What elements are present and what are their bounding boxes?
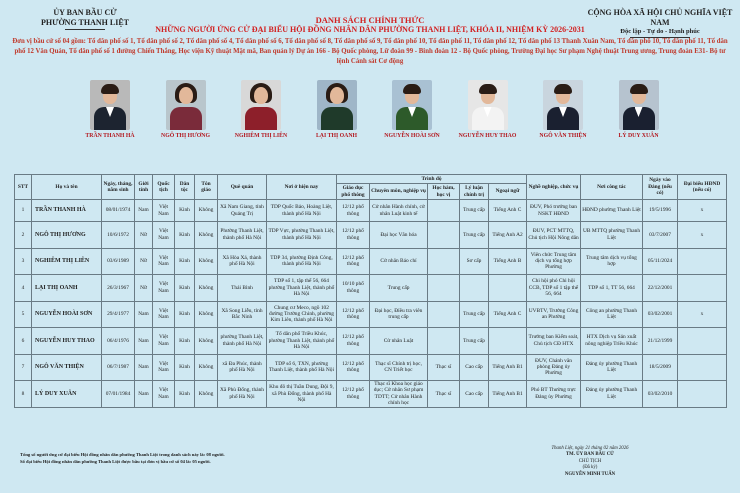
cell-language: Tiếng Anh C bbox=[489, 301, 527, 328]
cell-workplace: HTX Dịch vụ Sản xuất nông nghiệp Triều Khúc bbox=[581, 328, 643, 355]
cell-hometown: Xã Song Liễu, tỉnh Bắc Ninh bbox=[218, 301, 267, 328]
cell-religion: Không bbox=[195, 248, 218, 275]
candidate-card bbox=[231, 80, 291, 140]
candidate-photo-name: NGÔ THỊ HƯƠNG bbox=[161, 133, 210, 139]
cell-name: NGÔ THỊ HƯƠNG bbox=[32, 222, 102, 249]
footer-notes bbox=[20, 451, 225, 465]
cell-name: LẠI THỊ OANH bbox=[32, 275, 102, 302]
col-nationality: Quốc tịch bbox=[153, 175, 175, 200]
cell-religion: Không bbox=[195, 354, 218, 381]
cell-language bbox=[489, 275, 527, 302]
cell-hdnd bbox=[678, 381, 727, 408]
cell-degree bbox=[428, 275, 460, 302]
cell-ethnicity: Kinh bbox=[175, 381, 195, 408]
document-title: DANH SÁCH CHÍNH THỨC bbox=[315, 15, 425, 25]
cell-name: NGÔ VĂN THIỆN bbox=[32, 354, 102, 381]
cell-specialty: Cử nhân Hành chính, cử nhân Luật kinh tế bbox=[370, 200, 428, 222]
cell-degree bbox=[428, 301, 460, 328]
photo-hair bbox=[101, 84, 119, 94]
cell-stt: 4 bbox=[15, 275, 32, 302]
col-general-edu: Giáo dục phổ thông bbox=[337, 184, 370, 200]
cell-stt: 7 bbox=[15, 354, 32, 381]
col-specialty: Chuyên môn, nghiệp vụ bbox=[370, 184, 428, 200]
cell-dob: 07/01/1984 bbox=[102, 381, 135, 408]
candidate-photo bbox=[392, 80, 432, 130]
cell-ethnicity: Kinh bbox=[175, 301, 195, 328]
cell-hdnd bbox=[678, 328, 727, 355]
cell-specialty: Đại học Văn hóa bbox=[370, 222, 428, 249]
cell-occupation: UVBTV, Trưởng Công an Phường bbox=[527, 301, 581, 328]
cell-general-edu: 12/12 phổ thông bbox=[337, 381, 370, 408]
col-gender: Giới tính bbox=[135, 175, 153, 200]
table-row bbox=[15, 354, 727, 381]
cell-residence: Khu đô thị Tuần Dung, Đội 9, xã Phù Đổng, thành phố Hà Nội bbox=[267, 381, 337, 408]
cell-stt: 1 bbox=[15, 200, 32, 222]
cell-degree: Thạc sĩ bbox=[428, 381, 460, 408]
candidate-card bbox=[533, 80, 593, 140]
cell-gender: Nam bbox=[135, 328, 153, 355]
cell-workplace: HĐND phường Thanh Liệt bbox=[581, 200, 643, 222]
cell-party-date: 19/5/1996 bbox=[643, 200, 678, 222]
cell-gender: Nữ bbox=[135, 248, 153, 275]
candidate-card bbox=[458, 80, 518, 140]
cell-ethnicity: Kinh bbox=[175, 222, 195, 249]
footer-note-elected: Số đại biểu Hội đồng nhân dân phường Thanh Liệt được bầu tại đơn vị bầu cử số 04 là: 05 người. bbox=[20, 459, 211, 464]
candidate-photo-name: LẠI THỊ OANH bbox=[315, 133, 358, 139]
col-party-date: Ngày vào Đảng (nếu có) bbox=[643, 175, 678, 200]
cell-nationality: Việt Nam bbox=[153, 248, 175, 275]
cell-workplace: Công an phường Thanh Liệt bbox=[581, 301, 643, 328]
cell-hometown: Thái Bình bbox=[218, 275, 267, 302]
candidate-photo bbox=[468, 80, 508, 130]
cell-specialty: Cử nhân Luật bbox=[370, 328, 428, 355]
cell-ethnicity: Kinh bbox=[175, 248, 195, 275]
cell-hdnd bbox=[678, 275, 727, 302]
col-hdnd: Đại biểu HĐND (nếu có) bbox=[678, 175, 727, 200]
cell-dob: 10/6/1972 bbox=[102, 222, 135, 249]
candidate-card bbox=[382, 80, 442, 140]
candidate-photo bbox=[317, 80, 357, 130]
cell-degree bbox=[428, 222, 460, 249]
cell-political: Cao cấp bbox=[460, 354, 489, 381]
footer-note-total: Tổng số người ứng cử đại biểu Hội đồng nhân dân phường Thanh Liệt trong danh sách này là: 08 người. bbox=[20, 452, 225, 457]
cell-nationality: Việt Nam bbox=[153, 354, 175, 381]
candidate-photo bbox=[543, 80, 583, 130]
cell-occupation: Chi hội phó Chi hội CCB, TDP số 1 tập thể 56, 664 bbox=[527, 275, 581, 302]
cell-workplace: UB MTTQ phường Thanh Liệt bbox=[581, 222, 643, 249]
col-residence: Nơi ở hiện nay bbox=[267, 175, 337, 200]
cell-nationality: Việt Nam bbox=[153, 328, 175, 355]
candidate-photo-name: NGHIÊM THỊ LIÊN bbox=[234, 133, 288, 139]
cell-residence: TDP số 6, TXN, phường Thanh Liệt, thành phố Hà Nội bbox=[267, 354, 337, 381]
cell-political: Sơ cấp bbox=[460, 248, 489, 275]
photo-body bbox=[170, 107, 202, 130]
cell-name: NGHIÊM THỊ LIÊN bbox=[32, 248, 102, 275]
cell-general-edu: 12/12 phổ thông bbox=[337, 200, 370, 222]
cell-name: TRẦN THANH HÀ bbox=[32, 200, 102, 222]
cell-dob: 29/4/1977 bbox=[102, 301, 135, 328]
cell-workplace: Đảng ủy phường Thanh Liệt bbox=[581, 354, 643, 381]
cell-workplace: Trung tâm dịch vụ tổng hợp bbox=[581, 248, 643, 275]
cell-political: Trung cấp bbox=[460, 200, 489, 222]
document-subtitle: NHỮNG NGƯỜI ỨNG CỬ ĐẠI BIỂU HỘI ĐỒNG NHÂN DÂN PHƯỜNG THANH LIỆT, KHÓA II, NHIỆM KỲ 2026-2031 bbox=[155, 25, 585, 34]
cell-gender: Nam bbox=[135, 200, 153, 222]
candidate-photo-name: LÝ DUY XUÂN bbox=[618, 133, 659, 139]
photo-head bbox=[179, 87, 193, 104]
cell-residence: TDP 34, phường Định Công, thành phố Hà Nội bbox=[267, 248, 337, 275]
cell-gender: Nam bbox=[135, 381, 153, 408]
col-ethnicity: Dân tộc bbox=[175, 175, 195, 200]
cell-ethnicity: Kinh bbox=[175, 328, 195, 355]
cell-hdnd: x bbox=[678, 301, 727, 328]
cell-hdnd bbox=[678, 354, 727, 381]
candidate-photo bbox=[166, 80, 206, 130]
candidate-card bbox=[80, 80, 140, 140]
candidate-card bbox=[307, 80, 367, 140]
cell-degree bbox=[428, 328, 460, 355]
cell-religion: Không bbox=[195, 328, 218, 355]
cell-hometown: xã Đa Phúc, thành phố Hà Nội bbox=[218, 354, 267, 381]
cell-stt: 5 bbox=[15, 301, 32, 328]
col-political: Lý luận chính trị bbox=[460, 184, 489, 200]
cell-religion: Không bbox=[195, 275, 218, 302]
cell-gender: Nam bbox=[135, 354, 153, 381]
cell-degree bbox=[428, 200, 460, 222]
cell-political bbox=[460, 275, 489, 302]
cell-party-date: 22/12/2001 bbox=[643, 275, 678, 302]
cell-stt: 2 bbox=[15, 222, 32, 249]
col-degree: Học hàm, học vị bbox=[428, 184, 460, 200]
cell-ethnicity: Kinh bbox=[175, 275, 195, 302]
photo-hair bbox=[403, 84, 421, 94]
cell-nationality: Việt Nam bbox=[153, 200, 175, 222]
col-language: Ngoại ngữ bbox=[489, 184, 527, 200]
table-row bbox=[15, 381, 727, 408]
cell-general-edu: 12/12 phổ thông bbox=[337, 328, 370, 355]
cell-specialty: Đại học, Điều tra viên trung cấp bbox=[370, 301, 428, 328]
cell-language: Tiếng Anh B1 bbox=[489, 354, 527, 381]
photo-hair bbox=[554, 84, 572, 94]
photo-head bbox=[330, 87, 344, 104]
cell-general-edu: 12/12 phổ thông bbox=[337, 354, 370, 381]
table-row bbox=[15, 222, 727, 249]
cell-hometown: Xã Hòa Xá, thành phố Hà Nội bbox=[218, 248, 267, 275]
cell-nationality: Việt Nam bbox=[153, 381, 175, 408]
cell-language: Tiếng Anh C bbox=[489, 200, 527, 222]
cell-language: Tiếng Anh A2 bbox=[489, 222, 527, 249]
org-underline bbox=[65, 29, 105, 30]
candidate-photo-name: NGUYỄN HOÀI SƠN bbox=[384, 133, 440, 139]
signature-block bbox=[530, 446, 650, 478]
cell-residence: TDP Quốc Bảo, Hoàng Liệt, thành phố Hà Nội bbox=[267, 200, 337, 222]
col-education-group: Trình độ bbox=[337, 175, 527, 184]
cell-hdnd bbox=[678, 248, 727, 275]
photo-hair bbox=[479, 84, 497, 94]
cell-dob: 06/7/1987 bbox=[102, 354, 135, 381]
cell-party-date: 05/11/2024 bbox=[643, 248, 678, 275]
photo-body bbox=[321, 107, 353, 130]
table-row bbox=[15, 301, 727, 328]
candidate-photo-name: TRẦN THANH HÀ bbox=[85, 133, 135, 139]
cell-ethnicity: Kinh bbox=[175, 354, 195, 381]
cell-party-date: 18/5/2009 bbox=[643, 354, 678, 381]
sign-name: NGUYỄN MINH TUẤN bbox=[564, 471, 616, 477]
photo-body bbox=[245, 107, 277, 130]
sign-note: (Đã ký) bbox=[582, 465, 598, 471]
col-religion: Tôn giáo bbox=[195, 175, 218, 200]
cell-specialty: Trung cấp bbox=[370, 275, 428, 302]
cell-specialty: Cử nhân Báo chí bbox=[370, 248, 428, 275]
candidate-table bbox=[14, 174, 727, 408]
cell-gender: Nữ bbox=[135, 275, 153, 302]
cell-degree: Thạc sĩ bbox=[428, 354, 460, 381]
cell-specialty: Thạc sĩ Khoa học giáo dục; Cử nhân Sư phạm TDTT; Cử nhân Hành chính học bbox=[370, 381, 428, 408]
cell-hdnd: x bbox=[678, 222, 727, 249]
cell-religion: Không bbox=[195, 381, 218, 408]
cell-occupation: ĐUV, Chánh văn phòng Đảng ủy Phường bbox=[527, 354, 581, 381]
sign-date: Thanh Liệt, ngày 21 tháng 02 năm 2026 bbox=[551, 446, 629, 451]
candidate-card bbox=[609, 80, 669, 140]
cell-ethnicity: Kinh bbox=[175, 200, 195, 222]
org-line-2: PHƯỜNG THANH LIỆT bbox=[40, 18, 129, 27]
table-row bbox=[15, 248, 727, 275]
cell-nationality: Việt Nam bbox=[153, 222, 175, 249]
cell-name: LÝ DUY XUÂN bbox=[32, 381, 102, 408]
cell-workplace: Đảng ủy phường Thanh Liệt bbox=[581, 381, 643, 408]
cell-general-edu: 10/10 phổ thông bbox=[337, 275, 370, 302]
cell-dob: 03/6/1989 bbox=[102, 248, 135, 275]
col-dob: Ngày, tháng, năm sinh bbox=[102, 175, 135, 200]
cell-religion: Không bbox=[195, 301, 218, 328]
candidate-photo-row bbox=[80, 80, 660, 172]
cell-political: Cao cấp bbox=[460, 381, 489, 408]
cell-religion: Không bbox=[195, 200, 218, 222]
cell-occupation: Phó BT Thường trực Đảng ủy Phường bbox=[527, 381, 581, 408]
cell-name: NGUYỄN HUY THAO bbox=[32, 328, 102, 355]
cell-residence: TDP số 1, tập thể 56, 664 phường Thanh Liệt, thành phố Hà Nội bbox=[267, 275, 337, 302]
cell-language: Tiếng Anh B1 bbox=[489, 381, 527, 408]
cell-general-edu: 12/12 phổ thông bbox=[337, 301, 370, 328]
cell-dob: 06/4/1976 bbox=[102, 328, 135, 355]
cell-nationality: Việt Nam bbox=[153, 275, 175, 302]
col-name: Họ và tên bbox=[32, 175, 102, 200]
col-stt: STT bbox=[15, 175, 32, 200]
cell-general-edu: 12/12 phổ thông bbox=[337, 222, 370, 249]
cell-political: Trung cấp bbox=[460, 328, 489, 355]
table-row bbox=[15, 328, 727, 355]
cell-occupation: Trưởng ban Kiểm soát, Chủ tịch CĐ HTX bbox=[527, 328, 581, 355]
col-workplace: Nơi công tác bbox=[581, 175, 643, 200]
cell-political: Trung cấp bbox=[460, 301, 489, 328]
cell-stt: 8 bbox=[15, 381, 32, 408]
motto: Độc lập - Tự do - Hạnh phúc bbox=[620, 28, 700, 35]
cell-stt: 6 bbox=[15, 328, 32, 355]
col-occupation: Nghề nghiệp, chức vụ bbox=[527, 175, 581, 200]
candidate-photo-name: NGÔ VĂN THIỆN bbox=[539, 133, 587, 139]
candidate-card bbox=[156, 80, 216, 140]
cell-hometown: phường Thanh Liệt, thành phố Hà Nội bbox=[218, 328, 267, 355]
cell-hometown: Phường Thanh Liệt, thành phố Hà Nội bbox=[218, 222, 267, 249]
photo-hair bbox=[630, 84, 648, 94]
sign-org: TM. ỦY BAN BẦU CỬ bbox=[565, 452, 614, 458]
col-hometown: Quê quán bbox=[218, 175, 267, 200]
cell-party-date: 21/12/1999 bbox=[643, 328, 678, 355]
org-line-1: ỦY BAN BẦU CỬ bbox=[53, 8, 117, 17]
cell-party-date: 03/02/2010 bbox=[643, 381, 678, 408]
cell-occupation: ĐUV, Phó trưởng ban NSKT HĐND bbox=[527, 200, 581, 222]
cell-language: Tiếng Anh B bbox=[489, 248, 527, 275]
cell-stt: 3 bbox=[15, 248, 32, 275]
candidate-photo-name: NGUYỄN HUY THAO bbox=[458, 133, 517, 139]
cell-workplace: TDP số 1, TT 56, 664 bbox=[581, 275, 643, 302]
cell-name: NGUYỄN HOÀI SƠN bbox=[32, 301, 102, 328]
cell-hdnd: x bbox=[678, 200, 727, 222]
sign-role: CHỦ TỊCH bbox=[578, 458, 602, 464]
cell-residence: Chung cư Meco, ngõ 102 đường Trường Chinh, phường Kim Liên, thành phố Hà Nội bbox=[267, 301, 337, 328]
cell-gender: Nam bbox=[135, 301, 153, 328]
candidate-photo bbox=[241, 80, 281, 130]
cell-nationality: Việt Nam bbox=[153, 301, 175, 328]
cell-general-edu: 12/12 phổ thông bbox=[337, 248, 370, 275]
cell-hometown: Xã Phù Đổng, thành phố Hà Nội bbox=[218, 381, 267, 408]
cell-language bbox=[489, 328, 527, 355]
table-row bbox=[15, 275, 727, 302]
cell-specialty: Thạc sĩ Chính trị học, CN Triết học bbox=[370, 354, 428, 381]
constituency-description: Đơn vị bầu cử số 04 gồm: Tổ dân phố số 1, Tổ dân phố số 2, Tổ dân phố số 4, Tổ dân phố số 6, Tổ dân phố số 8, Tổ dân phố số 9, Tổ dân phố 10, Tổ dân phố 11, Tổ dân phố 12, Tổ dân phố 13 Thanh Xuân Nam, Tổ dân phố 10, Tổ dân phố 11, Tổ dân phố 12 Văn Quán, Tổ dân phố số 1 đường Chiến Thắng, Học viện Kỹ thuật Mật mã, Ban quản lý Dự án 166 - Bộ Quốc phòng, Lữ đoàn 99 - Binh đoàn 12 - Bộ Quốc phòng, Trường Đại học Sư phạm Nghệ thuật Trung ương, Trung đoàn E31- Bộ tư lệnh Cảnh sát Cơ động bbox=[12, 38, 728, 65]
candidate-photo bbox=[619, 80, 659, 130]
photo-head bbox=[254, 87, 268, 104]
table-row bbox=[15, 200, 727, 222]
cell-residence: Tổ dân phố Triều Khúc, phường Thanh Liệt, thành phố Hà Nội bbox=[267, 328, 337, 355]
candidate-photo bbox=[90, 80, 130, 130]
cell-political: Trung cấp bbox=[460, 222, 489, 249]
nation-name: CỘNG HÒA XÃ HỘI CHỦ NGHĨA VIỆT NAM bbox=[587, 8, 733, 27]
cell-occupation: Viên chức Trung tâm dịch vụ tổng hợp Phường bbox=[527, 248, 581, 275]
cell-dob: 26/3/1967 bbox=[102, 275, 135, 302]
cell-residence: TDP Vực, phường Thanh Liệt, thành phố Hà Nội bbox=[267, 222, 337, 249]
cell-degree bbox=[428, 248, 460, 275]
cell-hometown: Xã Nam Giang, tỉnh Quảng Trị bbox=[218, 200, 267, 222]
cell-religion: Không bbox=[195, 222, 218, 249]
cell-dob: 08/01/1974 bbox=[102, 200, 135, 222]
cell-party-date: 03/02/2001 bbox=[643, 301, 678, 328]
cell-occupation: ĐUV, PCT MTTQ, Chủ tịch Hội Nông dân bbox=[527, 222, 581, 249]
cell-party-date: 03/7/2007 bbox=[643, 222, 678, 249]
cell-gender: Nữ bbox=[135, 222, 153, 249]
